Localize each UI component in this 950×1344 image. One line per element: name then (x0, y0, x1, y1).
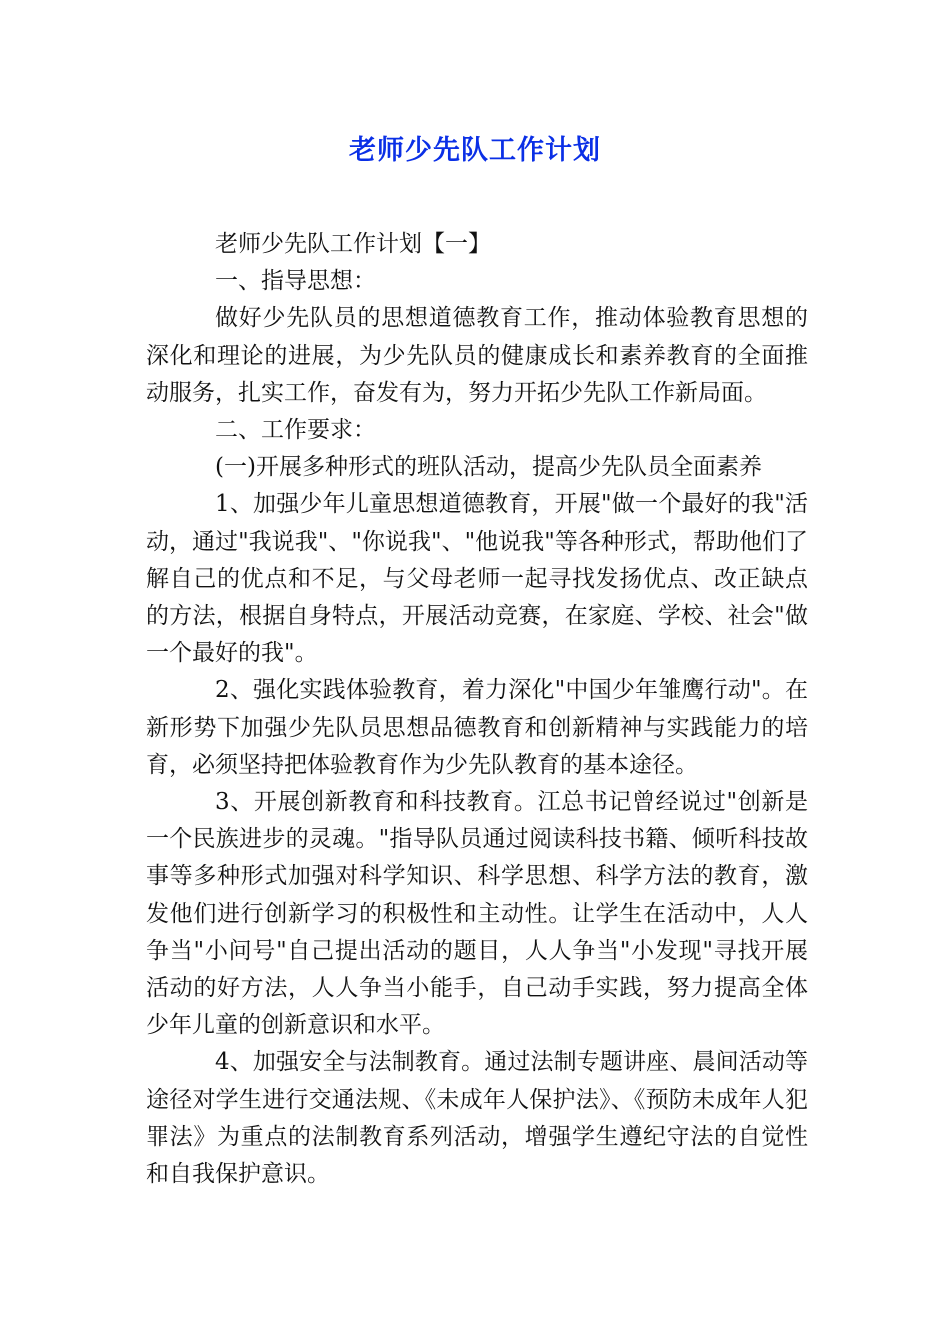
paragraph-section-heading: 老师少先队工作计划【一】 (215, 231, 491, 257)
paragraph-item-2: 2、强化实践体验教育，着力深化"中国少年雏鹰行动"。在新形势下加强少先队员思想品德教育和创新精神与实践能力的培育，必须坚持把体验教育作为少先队教育的基本途径。 (146, 677, 808, 778)
document-body (146, 226, 808, 1193)
paragraph-guiding-ideology: 做好少先队员的思想道德教育工作，推动体验教育思想的深化和理论的进展，为少先队员的健康成长和素养教育的全面推动服务，扎实工作，奋发有为，努力开拓少先队工作新局面。 (146, 305, 808, 406)
paragraph-subheading-activities: (一)开展多种形式的班队活动，提高少先队员全面素养 (215, 454, 762, 481)
paragraph-guiding-ideology-heading: 一、指导思想： (215, 268, 376, 295)
paragraph-work-requirements-heading: 二、工作要求： (215, 417, 376, 444)
document-title: 老师少先队工作计划 (349, 135, 601, 166)
paragraph-item-4: 4、加强安全与法制教育。通过法制专题讲座、晨间活动等途径对学生进行交通法规、《未成年人保护法》、《预防未成年人犯罪法》为重点的法制教育系列活动，增强学生遵纪守法的自觉性和自我保护意识。 (146, 1049, 808, 1188)
paragraph-item-1: 1、加强少年儿童思想道德教育，开展"做一个最好的我"活动，通过"我说我"、"你说我"、"他说我"等各种形式，帮助他们了解自己的优点和不足，与父母老师一起寻找发扬优点、改正缺点的方法，根据自身特点，开展活动竞赛，在家庭、学校、社会"做一个最好的我"。 (146, 491, 808, 667)
paragraph-item-3: 3、开展创新教育和科技教育。江总书记曾经说过"创新是一个民族进步的灵魂。"指导队员通过阅读科技书籍、倾听科技故事等多种形式加强对科学知识、科学思想、科学方法的教育，激发他们进行创新学习的积极性和主动性。让学生在活动中，人人争当"小问号"自己提出活动的题目，人人争当"小发现"寻找开展活动的好方法，人人争当小能手，自己动手实践，努力提高全体少年儿童的创新意识和水平。 (146, 789, 808, 1039)
